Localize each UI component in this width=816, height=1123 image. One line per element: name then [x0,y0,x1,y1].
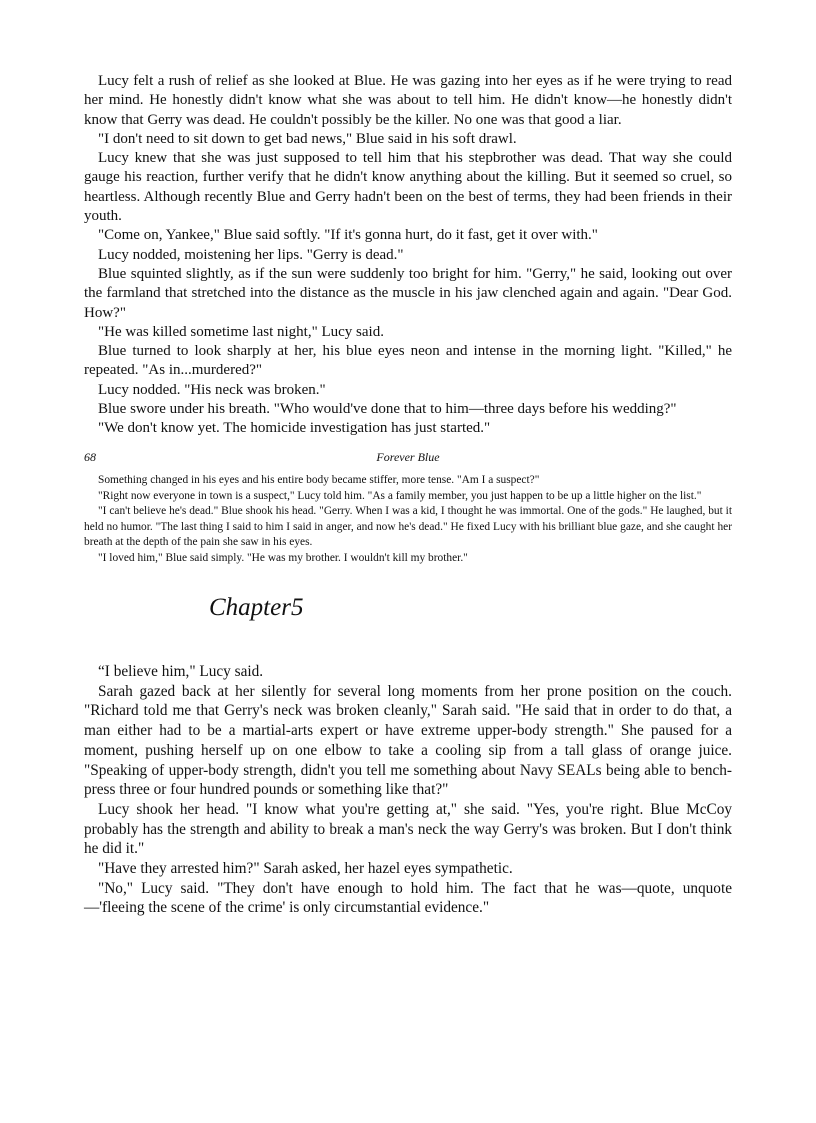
running-header [84,450,732,466]
paragraph: Blue swore under his breath. "Who would've done that to him—three days before his wedding?" [98,401,677,418]
paragraph: "Right now everyone in town is a suspect," Lucy told him. "As a family member, you just happen to be up a little higher on the list." [98,489,702,502]
top-text-block [84,72,732,439]
page-number: 68 [84,450,96,464]
paragraph: Lucy shook her head. "I know what you're getting at," she said. "Yes, you're right. Blue McCoy probably has the strength and ability to break a man's neck the way Gerry's was broken. But I don't think he did it." [84,800,732,858]
small-text-block [84,473,732,567]
running-title: Forever Blue [376,450,440,464]
paragraph: "I loved him," Blue said simply. "He was my brother. I wouldn't kill my brother." [98,551,468,564]
paragraph: "I don't need to sit down to get bad news," Blue said in his soft drawl. [98,130,517,147]
paragraph: Lucy knew that she was just supposed to tell him that his stepbrother was dead. That way she could gauge his reaction, further verify that he didn't know anything about the killing. But it seemed so cruel, so heartless. Although recently Blue and Gerry hadn't been on the best of terms, they had been friends in their youth. [84,150,732,225]
paragraph: Sarah gazed back at her silently for several long moments from her prone position on the couch. "Richard told me that Gerry's neck was broken cleanly," Sarah said. "He said that in order to do that, a man either had to be a martial-arts expert or have extreme upper-body strength." She paused for a moment, pushing herself up on one elbow to take a cooling sip from a tall glass of orange juice. "Speaking of upper-body strength, didn't you tell me something about Navy SEALs being able to bench-press three or four hundred pounds or something like that?" [84,682,732,799]
paragraph: "Have they arrested him?" Sarah asked, her hazel eyes sympathetic. [98,860,513,878]
paragraph: "Come on, Yankee," Blue said softly. "If it's gonna hurt, do it fast, get it over with." [98,227,598,244]
paragraph: Lucy nodded, moistening her lips. "Gerry is dead." [98,246,404,263]
paragraph: “I believe him," Lucy said. [98,663,264,680]
paragraph: Lucy nodded. "His neck was broken." [98,381,326,398]
paragraph: Blue turned to look sharply at her, his blue eyes neon and intense in the morning light. "Killed," he repeated. "As in...murdered?" [84,343,732,379]
paragraph: "No," Lucy said. "They don't have enough to hold him. The fact that he was—quote, unquote —'fleeing the scene of the crime' is only circumstantial evidence." [84,879,732,917]
paragraph: Something changed in his eyes and his entire body became stiffer, more tense. "Am I a suspect?" [98,474,540,486]
paragraph: "He was killed sometime last night," Lucy said. [98,323,384,340]
paragraph: "We don't know yet. The homicide investigation has just started." [98,420,491,437]
paragraph: Lucy felt a rush of relief as she looked at Blue. He was gazing into her eyes as if he were trying to read her mind. He honestly didn't know what she was about to tell him. He didn't know—he honestly didn't know that Gerry was dead. He couldn't possibly be the killer. No one was that good a liar. [84,73,732,128]
paragraph: Blue squinted slightly, as if the sun were suddenly too bright for him. "Gerry," he said, looking out over the farmland that stretched into the distance as the muscle in his jaw clenched again and again. "Dear God. How?" [84,265,732,321]
paragraph: "I can't believe he's dead." Blue shook his head. "Gerry. When I was a kid, I thought he was immortal. One of the gods." He laughed, but it held no humor. "The last thing I said to him I said in anger, and now he's dead." He fixed Lucy with his brilliant blue gaze, and she caught her breath at the depth of the pain she saw in his eyes. [84,505,732,549]
bottom-text-block [84,662,732,918]
chapter-heading: Chapter5 [209,594,304,621]
